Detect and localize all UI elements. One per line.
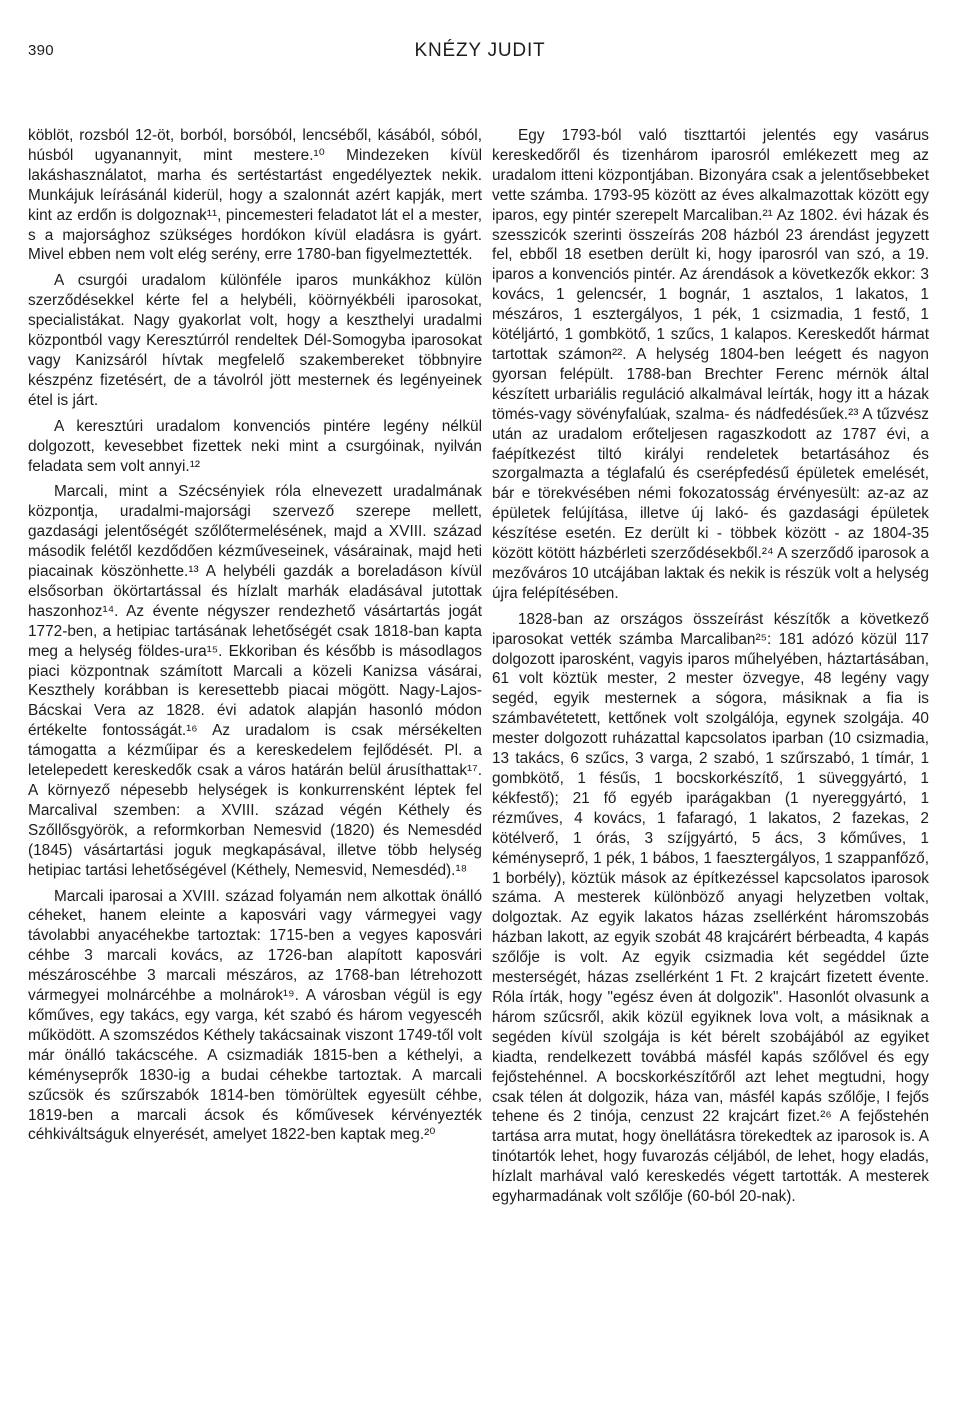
paragraph: 1828-ban az országos összeírást készítők a következő iparosokat vették számba Marcaliban²⁵: 181 adózó közül 117 dolgozott iparosként, vagyis iparos műhelyében, háztartásában, 61 volt köztük mester, 2 mester özvegye, 48 legény vagy segéd, egyik mesternek a sógora, másiknak a fia is számbavétetett, kettőnek volt szolgálója, egynek szolgája. 40 mester dolgozott ruházattal kapcsolatos iparban (10 csizmadia, 13 takács, 6 szűcs, 3 varga, 2 szabó, 1 szűrszabó, 1 tímár, 1 gombkötő, 1 fésűs, 1 bocskorkészítő, 1 süveggyártó, 1 kékfestő); 21 fő egyéb iparágakban (1 nyereggyártó, 1 rézműves, 4 kovács, 1 fafaragó, 1 lakatos, 2 fazekas, 2 kötélverő, 1 órás, 3 szíjgyártó, 5 ács, 3 kőműves, 1 kéményseprő, 1 pék, 1 bábos, 1 faesztergályos, 1 szappanfőző, 1 borbély), köztük mások az építkezéssel kapcsolatos iparosok száma. A mesterek különböző anyagi helyzetben voltak, dolgoztak. Az egyik lakatos házas zsellérként háromszobás házban lakott, az egyik szobát 48 krajcárért bérbeadta, 4 kapás szőlője is volt. Az egyik csizmadia két segéddel űzte mesterségét, házas zsellérként 1 Ft. 2 krajcárt fizetett évente. Róla írták, hogy "egész éven át dolgozik". Hasonlót olvasunk a három szűcsről, akik közül egyiknek lova volt, a másiknak a segéden kívül szolgája is két bérelt szobájából az egyiket kiadta, rendelkezett továbbá másfél kapás szőlővel és egy fejőstehénnel. A bocskorkészítőről azt lehet megtudni, hogy csak télen át dolgozik, háza van, másfél kapás szőlője, I fejős tehene és 2 tinója, cenzust 22 krajcárt fizet.²⁶ A fejőstehén tartása arra mutat, hogy önellátásra törekedtek az iparosok is. A tinótartók lehet, hogy fuvarozás céljából, de lehet, hogy eladás, hízlalt marhával való kereskedés végett tartották. A mesterek egyharmadának volt szőlője (60-ból 20-nak).: [492, 610, 929, 1206]
left-column: [28, 126, 482, 1145]
paragraph: köblöt, rozsból 12-öt, borból, borsóból, lencséből, kásából, sóból, húsból ugyanannyit, mint mestere.¹⁰ Mindezeken kívül lakáshasználatot, marha és sertéstartást engedélyeztek nekik. Munkájuk leírásánál kiderül, hogy a szalonnát azért kapják, mert kint az erdőn is dolgoznak¹¹, pincemesteri feladatot lát el a mester, s a majorsághoz szükséges hordókon kívül eladásra is gyárt. Mivel ebben nem volt elég serény, erre 1780-ban figyelmeztették.: [28, 127, 482, 264]
running-head-author: KNÉZY JUDIT: [414, 40, 546, 61]
paragraph: Egy 1793-ból való tiszttartói jelentés egy vasárus kereskedőről és tizenhárom iparosról emlékezett meg az uradalom itteni központjában. Bizonyára csak a jelentősebbeket vette számba. 1793-95 között az éves alkalmazottak között egy iparos, egy pintér szerepelt Marcaliban.²¹ Az 1802. évi házak és szesszicók szerinti összeírás 208 házból 23 árendást jegyzett fel, ebből 18 esetben derült ki, hogy iparosról van szó, a 19. iparos a konvenciós pintér. Az árendások a következők ekkor: 3 kovács, 1 gelencsér, 1 bognár, 1 asztalos, 1 lakatos, 1 mészáros, 1 esztergályos, 1 pék, 1 csizmadia, 1 festő, 1 kötéljártó, 1 gombkötő, 1 szűcs, 1 kalapos. Kereskedőt hármat tartottak számon²². A helység 1804-ben leégett és nagyon gyorsan felépült. 1788-ban Brechter Ferenc mérnök által készített urbariális reguláció alkalmával leírták, hogy itt a házak tömés-vagy sövényfalúak, szalma- és nádfedésűek.²³ A tűzvész után az uradalom erőteljesen ragaszkodott az 1787 évi, a faépítkezést tiltó királyi rendeletek betartásához és szorgalmazta a téglafalú és cserépfedésű épületek emelését, bár e törekvésében némi fokozatosság érvényesült: az-az az épületek felújítása, illetve új lakó- és gazdasági épületek készítése esetén. Ez derült ki - többek között - az 1804-35 között kötött házbérleti szerződésekből.²⁴ A szerződő iparosok a mezőváros 10 utcájában laktak és nekik is részük volt a helység újra felépítésében.: [492, 127, 929, 602]
paragraph: Marcali, mint a Szécsényiek róla elnevezett uradalmának központja, uradalmi-majorsági szervező szerepe mellett, gazdasági jelentőségét szőlőtermelésének, majd a XVIII. század második felétől kezdődően kézműveseinek, vásárainak, majd heti piacainak köszönhette.¹³ A helybéli gazdák a boreladáson kívül elsősorban ökörtartással és hízlalt marhák eladásával jutottak haszonhoz¹⁴. Az évente négyszer rendezhető vásártartás jogát 1772-ben, a hetipiac tartásának lehetőségét csak 1818-ban kapta meg a helység földes-ura¹⁵. Ekkoriban és később is másodlagos piaci központnak számított Marcali a közeli Kanizsa vásárai, Keszthely korábban is keresettebb piacai mögött. Nagy-Lajos-Bácskai Vera az 1828. évi adatok alapján hasonló módon értékelte fontosságát.¹⁶ Az uradalom is csak mérsékelten támogatta a kézműipar és a kereskedelem fejlődését. Pl. a letelepedett kereskedők csak a város határán belül árusíthattak¹⁷. A környező népesebb helységek is konkurrensként léptek fel Marcalival szemben: a XVIII. század végén Kéthely és Szőllősgyörök, a reformkorban Nemesvid (1820) és Nemesdéd (1845) vásártartási joguk megkapásával, illetve több helység hetipiac tartási lehetőségével (Kéthely, Nemesvid, Nemesdéd).¹⁸: [28, 483, 482, 879]
paragraph: Marcali iparosai a XVIII. század folyamán nem alkottak önálló céheket, hanem eleinte a kaposvári vagy vármegyei vagy távolabbi anyacéhekbe tartoztak: 1715-ben a vegyes kaposvári céhbe 3 marcali kovács, az 1726-ban alapított kaposvári mészároscéhbe 3 marcali mészáros, az 1768-ban létrehozott vármegyei molnárcéhbe a molnárok¹⁹. A városban végül is egy kőműves, egy takács, egy varga, két szabó és három vegyescéh működött. A szomszédos Kéthely takácsainak viszont 1749-től volt már önálló takácscéhe. A csizmadiák 1815-ben a kéthelyi, a kéményseprők 1830-ig a budai céhekbe tartoztak. A marcali szűcsök és szűrszabók 1814-ben tömörültek egyesült céhbe, 1819-ben a marcali ácsok és kőművesek kérvényezték céhkiváltságuk elnyerését, amelyet 1822-ben kaptak meg.²⁰: [28, 887, 482, 1144]
right-column: [492, 126, 929, 1207]
paragraph: A csurgói uradalom különféle iparos munkákhoz külön szerződésekkel kérte fel a helybéli, köörnyékbéli iparosokat, specialistákat. Nagy gyakorlat volt, hogy a keszthelyi uradalmi központból vagy Keresztúrról rendeltek Dél-Somogyba iparosokat vagy Kanizsáról hívtak megfelelő szakembereket többnyire készpénz fizetésért, de a távolról jött mesternek és legényeinek étel is járt.: [28, 272, 482, 409]
page-number: 390: [28, 42, 54, 59]
paragraph: A keresztúri uradalom konvenciós pintére legény nélkül dolgozott, kevesebbet fizettek neki mint a csurgóinak, nyilván feladata sem volt annyi.¹²: [28, 417, 482, 475]
